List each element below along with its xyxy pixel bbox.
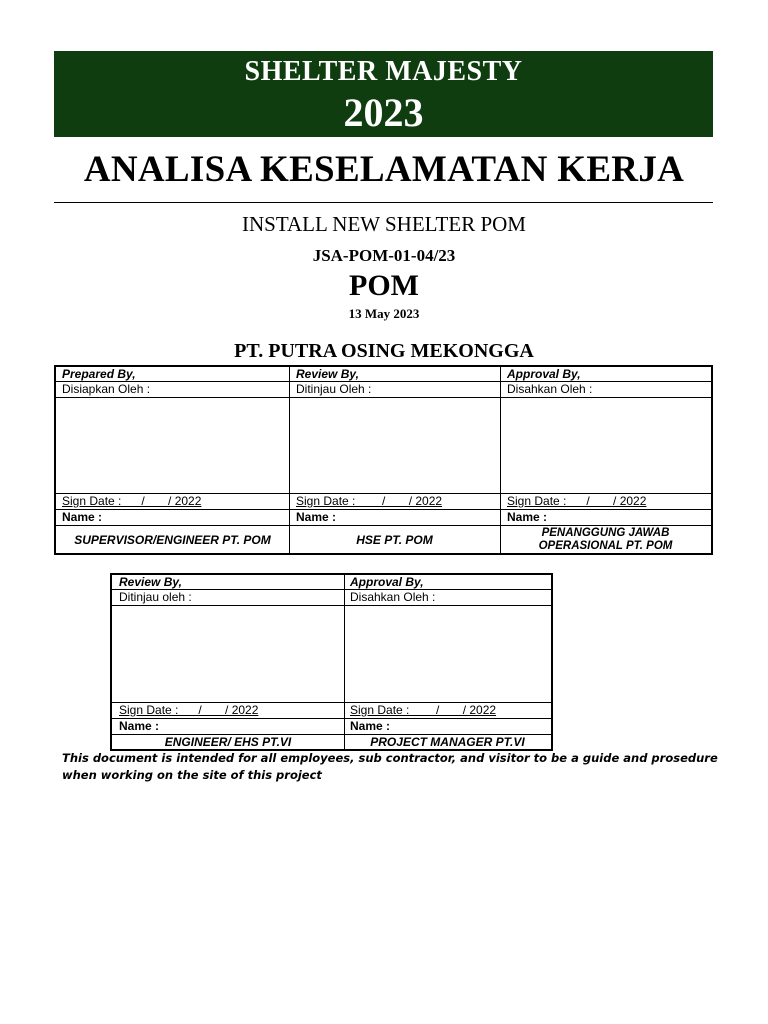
- sign-date-field[interactable]: Sign Date : / / 2022: [507, 494, 647, 508]
- company-line: PT. PUTRA OSING MEKONGGA: [234, 340, 534, 362]
- prepared-by-header: Prepared By,: [62, 367, 136, 381]
- sign-date-field[interactable]: Sign Date : / / 2022: [119, 703, 259, 717]
- title-divider: [54, 202, 713, 203]
- sign-date-field[interactable]: Sign Date : / / 2022: [62, 494, 202, 508]
- role-label: SUPERVISOR/ENGINEER PT. POM: [74, 532, 271, 547]
- sign-date-field[interactable]: Sign Date : / / 2022: [350, 703, 497, 717]
- signature-table-2: [110, 573, 553, 751]
- column-divider: [344, 575, 345, 749]
- row-divider: [56, 381, 711, 382]
- role-label: ENGINEER/ EHS PT.VI: [164, 735, 292, 749]
- document-date: 13 May 2023: [348, 306, 420, 321]
- review-by-header: Review By,: [296, 367, 359, 381]
- row-divider: [112, 605, 551, 606]
- document-note: This document is intended for all employees, sub contractor, and visitor to be a guide and prosedure when working on the site of this project: [62, 751, 718, 782]
- document-title: ANALISA KESELAMATAN KERJA: [83, 149, 685, 190]
- approval-by-header: Approval By,: [350, 575, 424, 589]
- signature-table-1: [54, 365, 713, 555]
- header-banner: [54, 51, 713, 137]
- prepared-by-sub: Disiapkan Oleh :: [62, 382, 151, 396]
- header-year: 2023: [343, 90, 424, 135]
- name-field[interactable]: Name :: [62, 510, 103, 524]
- review-by-sub: Ditinjau oleh :: [119, 590, 192, 604]
- row-divider: [112, 718, 551, 719]
- review-by-header: Review By,: [119, 575, 182, 589]
- approval-by-sub: Disahkan Oleh :: [507, 382, 593, 396]
- role-label: PENANGGUNG JAWAB OPERASIONAL PT. POM: [538, 527, 673, 552]
- review-by-sub: Ditinjau Oleh :: [296, 382, 372, 396]
- name-field[interactable]: Name :: [350, 719, 391, 733]
- role-label: PROJECT MANAGER PT.VI: [370, 735, 525, 749]
- row-divider: [56, 397, 711, 398]
- row-divider: [56, 509, 711, 510]
- name-field[interactable]: Name :: [296, 510, 337, 524]
- document-number: JSA-POM-01-04/23: [312, 246, 456, 265]
- site-name: POM: [349, 269, 419, 302]
- name-field[interactable]: Name :: [507, 510, 548, 524]
- approval-by-sub: Disahkan Oleh :: [350, 590, 436, 604]
- name-field[interactable]: Name :: [119, 719, 160, 733]
- company-name: SHELTER MAJESTY: [244, 56, 523, 87]
- approval-by-header: Approval By,: [507, 367, 581, 381]
- document-subtitle: INSTALL NEW SHELTER POM: [242, 212, 526, 236]
- sign-date-field[interactable]: Sign Date : / / 2022: [296, 494, 443, 508]
- role-label: HSE PT. POM: [356, 532, 433, 547]
